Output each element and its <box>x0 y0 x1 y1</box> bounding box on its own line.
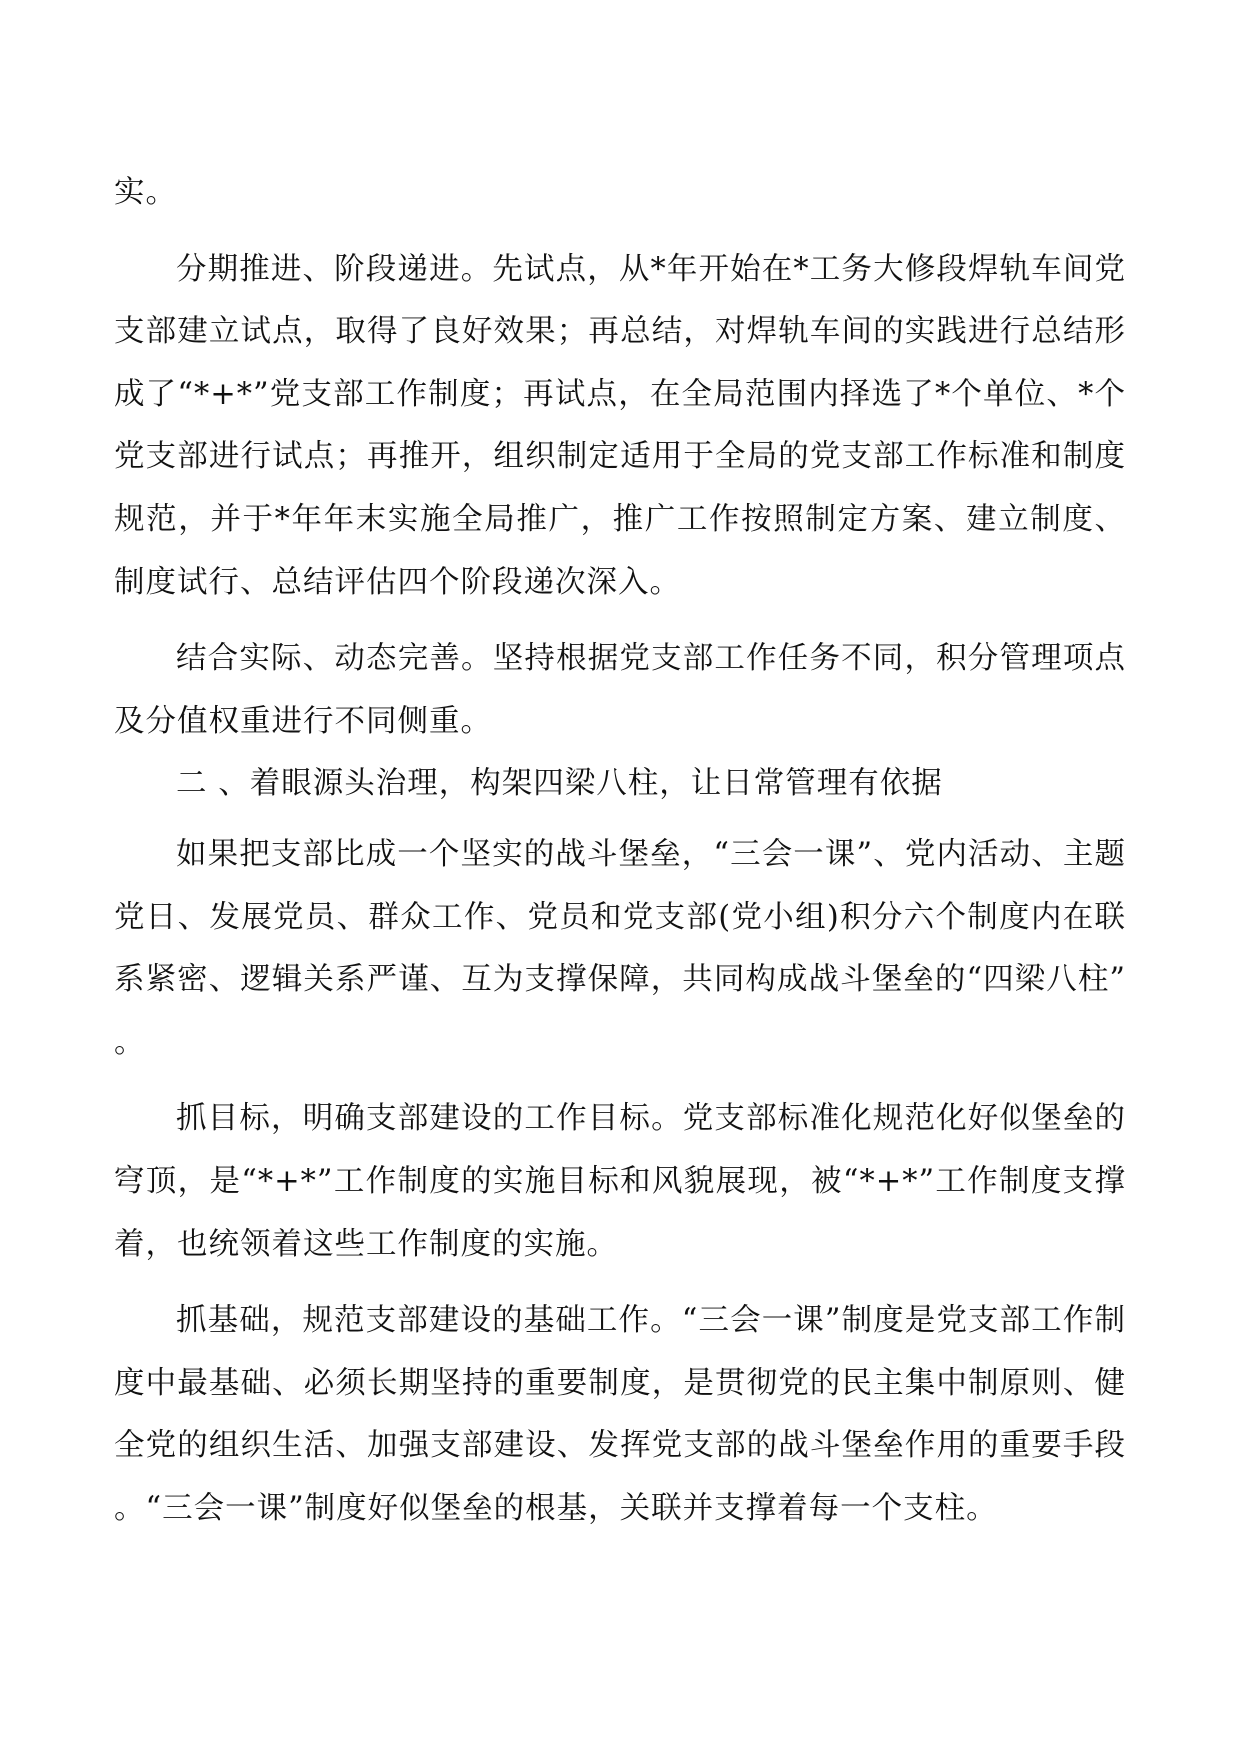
paragraph-goal: 抓目标，明确支部建设的工作目标。党支部标准化规范化好似堡垒的穹顶，是“*+*”工作制度的实施目标和风貌展现，被“*+*”工作制度支撑着，也统领着这些工作制度的实施。 <box>114 1101 1126 1262</box>
section-heading-2: 二 、着眼源头治理，构架四梁八柱，让日常管理有依据 <box>176 766 943 802</box>
document-body <box>114 162 1126 1540</box>
paragraph-foundation: 抓基础，规范支部建设的基础工作。“三会一课”制度是党支部工作制度中最基础、必须长期坚持的重要制度，是贯彻党的民主集中制原则、健全党的组织生活、加强支部建设、发挥党支部的战斗堡垒作用的重要手段。“三会一课”制度好似堡垒的根基，关联并支撑着每一个支柱。 <box>114 1303 1126 1526</box>
paragraph-continuation: 实。 <box>114 175 177 210</box>
paragraph-four-beams: 如果把支部比成一个坚实的战斗堡垒，“三会一课”、党内活动、主题党日、发展党员、群众工作、党员和党支部(党小组)积分六个制度内在联系紧密、逻辑关系严谨、互为支撑保障，共同构成战斗堡垒的“四梁八柱”。 <box>114 836 1126 1060</box>
paragraph-phased-advance: 分期推进、阶段递进。先试点，从*年开始在*工务大修段焊轨车间党支部建立试点，取得了良好效果；再总结，对焊轨车间的实践进行总结形成了“*+*”党支部工作制度；再试点，在全局范围内择选了*个单位、*个党支部进行试点；再推开，组织制定适用于全局的党支部工作标准和制度规范，并于*年年末实施全局推广，推广工作按照制定方案、建立制度、制度试行、总结评估四个阶段递次深入。 <box>114 251 1126 600</box>
paragraph-dynamic-improvement: 结合实际、动态完善。坚持根据党支部工作任务不同，积分管理项点及分值权重进行不同侧重。 <box>114 641 1126 739</box>
